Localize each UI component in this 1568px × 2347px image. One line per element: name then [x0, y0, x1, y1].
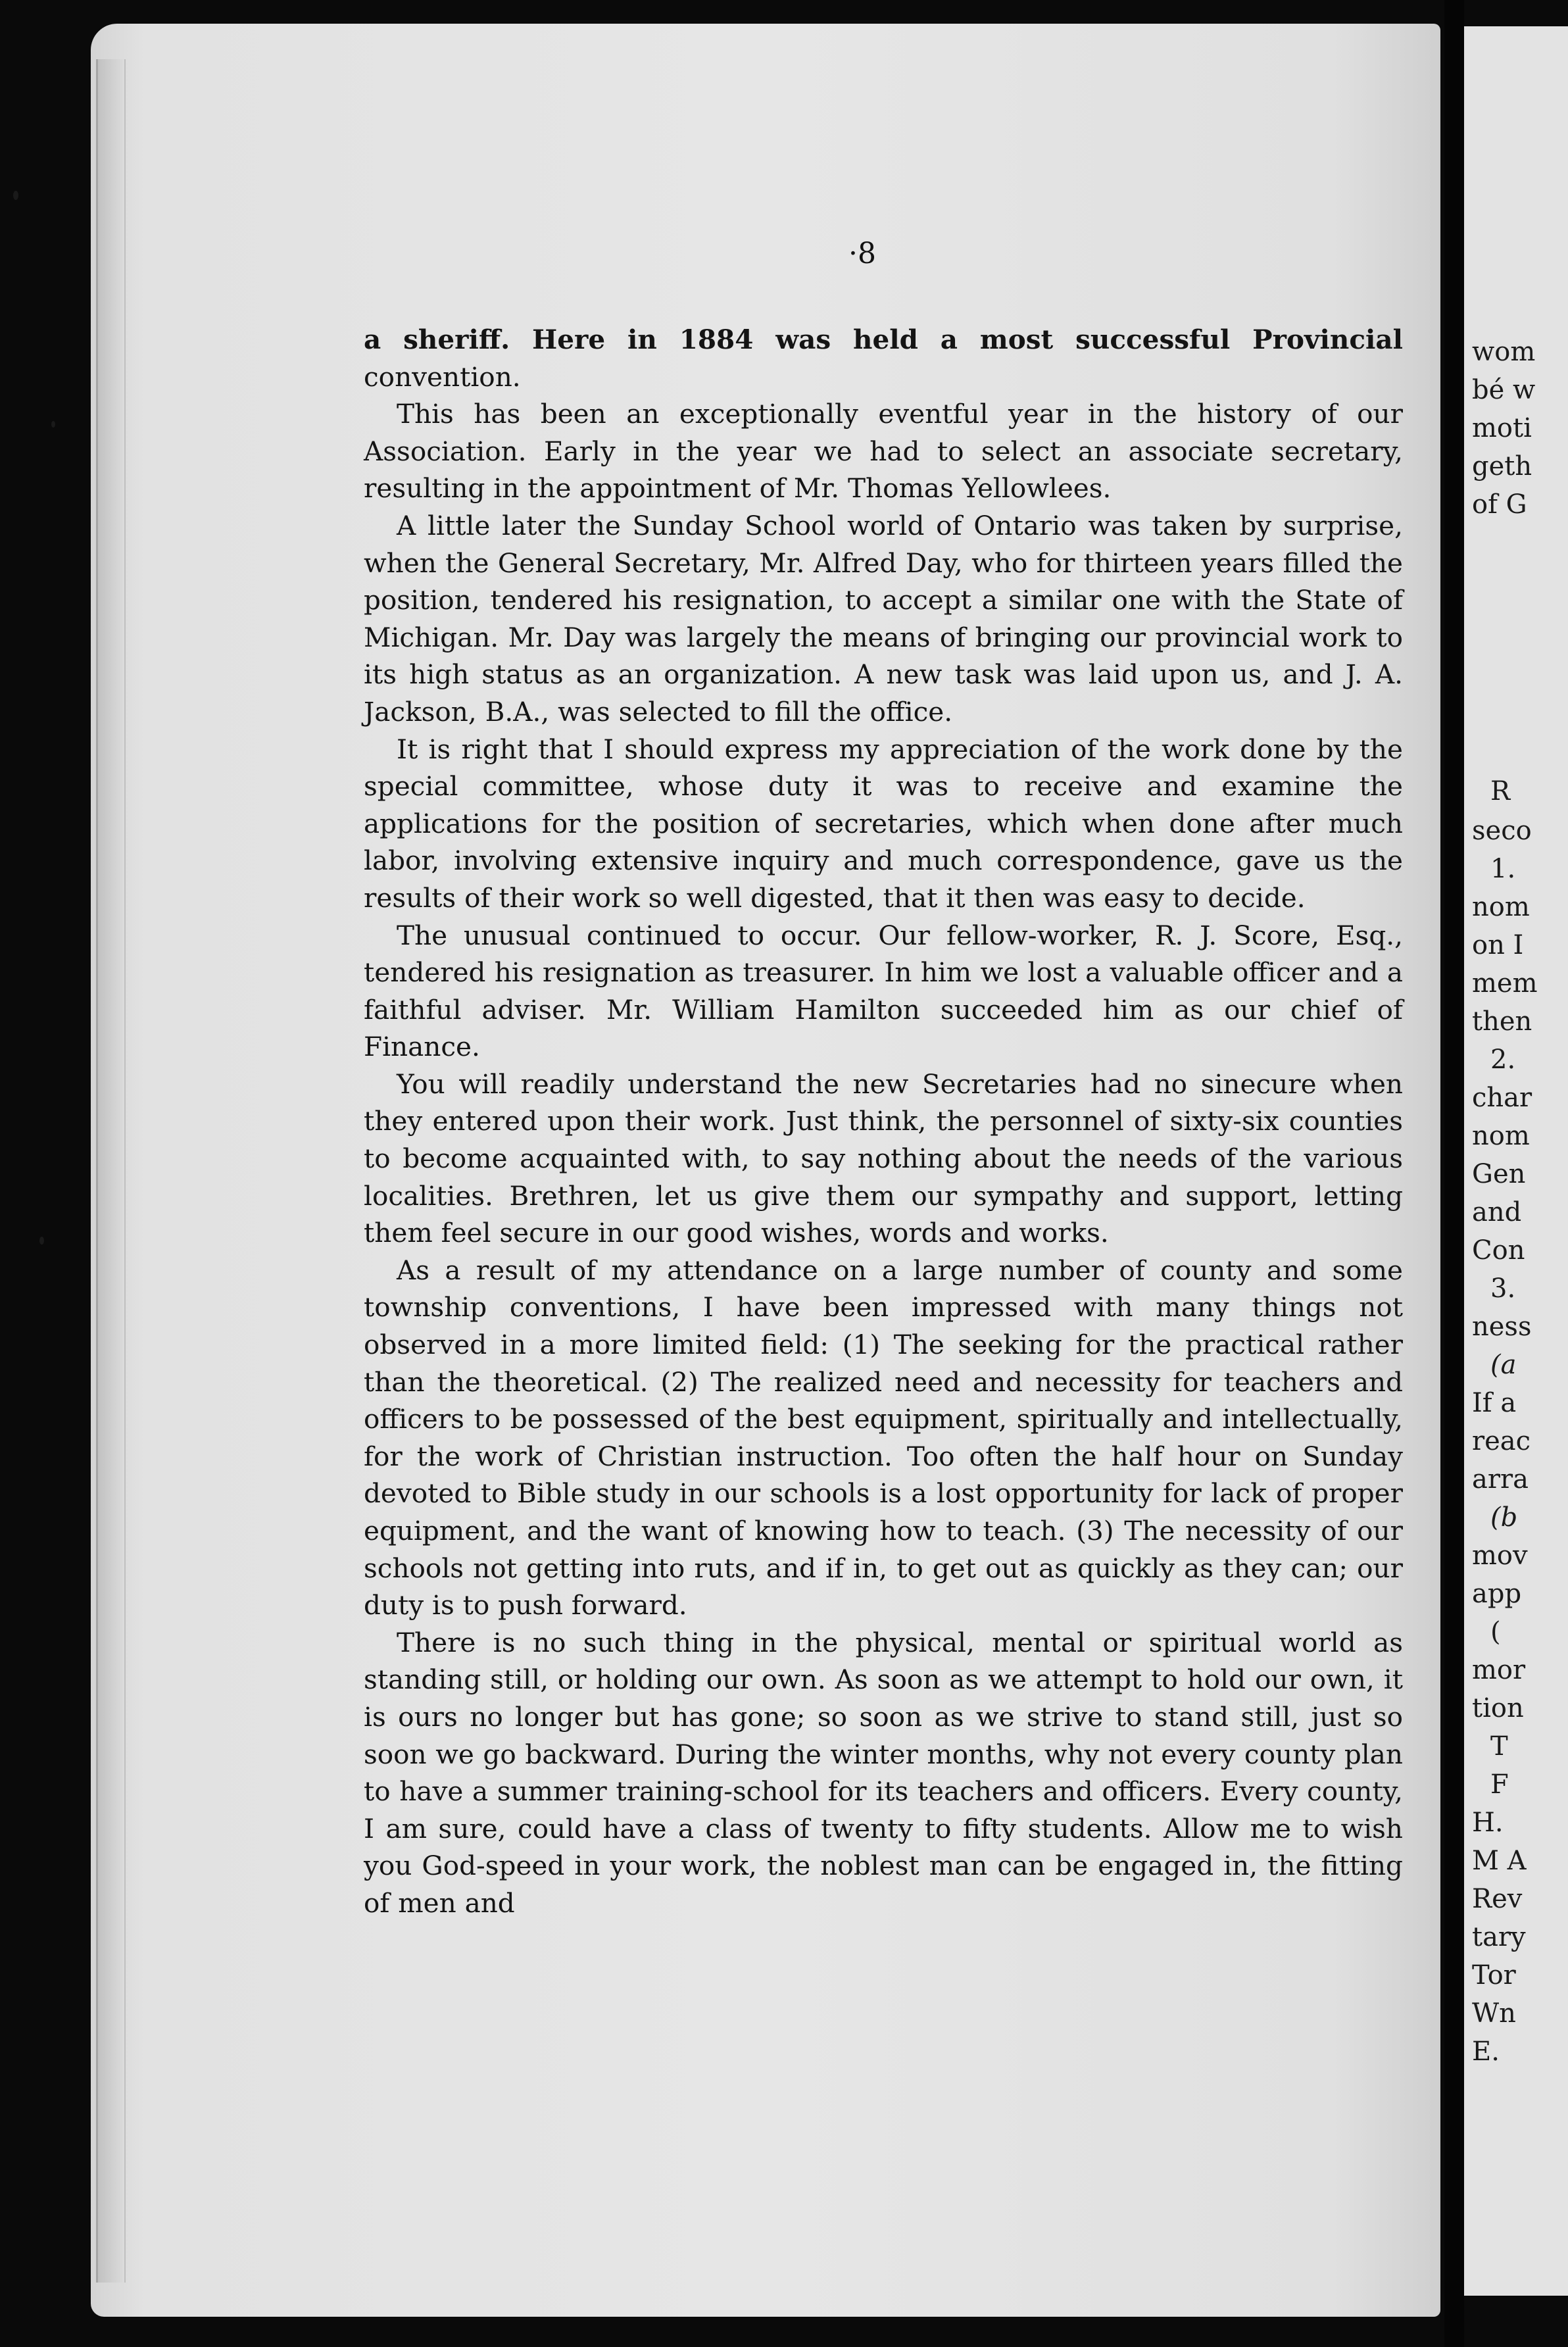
facing-page-fragment: on I — [1472, 930, 1524, 960]
paragraph: This has been an exceptionally eventful year in the history of our Association. Early in the year we had to select an associate secretary, resulting in the appointment of Mr. Thomas Yellowlees. — [364, 398, 1403, 505]
facing-page-fragment: app — [1472, 1579, 1522, 1609]
facing-page-fragment: tary — [1472, 1922, 1526, 1952]
facing-page-fragment: M A — [1472, 1846, 1527, 1876]
paragraph: As a result of my attendance on a large number of county and some township conventions, I have been impressed with many things not observed in a more limited field: (1) The seeking for the practical rather than the theoretical. (2) The realized need and necessity for teachers and officers to be possessed of the best equipment, spiritually and intellectually, for the work of Christian instruction. Too often the half hour on Sunday devoted to Bible study in our schools is a lost opportunity for lack of proper equipment, and the want of knowing how to teach. (3) The necessity of our schools not getting into ruts, and if in, to get out as quickly as they can; our duty is to push forward. — [364, 1254, 1403, 1621]
facing-page-fragment: wom — [1472, 337, 1536, 367]
facing-page-fragment: arra — [1472, 1464, 1529, 1495]
facing-page-fragment: tion — [1472, 1693, 1524, 1723]
facing-page-fragment: H. — [1472, 1808, 1504, 1838]
facing-page-fragment: (b — [1490, 1502, 1518, 1533]
paragraph: a sheriff. Here in 1884 was held a most successful Provincial convention. — [364, 324, 1403, 393]
scan-speck — [13, 191, 18, 200]
facing-page-fragment: nom — [1472, 1121, 1530, 1151]
page-stack-edge — [96, 59, 126, 2283]
facing-page-fragment: moti — [1472, 413, 1532, 443]
facing-page-fragment: 1. — [1490, 854, 1516, 884]
facing-page-fragment: F — [1490, 1769, 1509, 1800]
facing-page-fragment: geth — [1472, 451, 1532, 482]
facing-page-fragment: Wn — [1472, 1998, 1516, 2029]
paragraph: There is no such thing in the physical, mental or spiritual world as standing still, or holding our own. As soon as we attempt to hold our own, it is ours no longer but has gone; so soon as we strive to stand still, just so soon we go backward. During the winter months, why not every county plan to have a summer training-school for its teachers and officers. Every county, I am sure, could have a class of twenty to fifty students. Allow me to wish you God-speed in your work, the noblest man can be engaged in, the fitting of men and — [364, 1626, 1403, 1919]
facing-page-fragment: mor — [1472, 1655, 1526, 1685]
scan-speck — [39, 1237, 44, 1245]
paragraph: A little later the Sunday School world of Ontario was taken by surprise, when the General Secretary, Mr. Alfred Day, who for thirteen years filled the position, tendered his resignation, to accept a similar one with the State of Michigan. Mr. Day was largely the means of bringing our provincial work to its high status as an organization. A new task was laid upon us, and J. A. Jackson, B.A., was selected to fill the office. — [364, 509, 1403, 728]
facing-page-fragment: E. — [1472, 2037, 1500, 2067]
facing-page-fragment: ness — [1472, 1312, 1532, 1342]
paragraph: You will readily understand the new Secretaries had no sinecure when they entered upon their work. Just think, the personnel of sixty-six counties to become acquainted with, to say nothing about the needs of the various localities. Brethren, let us give them our sympathy and support, letting them feel secure in our good wishes, words and works. — [364, 1068, 1403, 1249]
facing-page-fragment: then — [1472, 1006, 1532, 1037]
facing-page-fragment: mem — [1472, 968, 1538, 999]
facing-page-fragment: Tor — [1472, 1960, 1516, 1990]
facing-page-fragment: nom — [1472, 892, 1530, 922]
facing-page-fragment: Con — [1472, 1235, 1525, 1266]
facing-page-fragment: T — [1490, 1731, 1508, 1762]
facing-page-fragment: (a — [1490, 1350, 1517, 1380]
page-number: ·8 — [848, 237, 876, 270]
facing-page — [1464, 26, 1568, 2296]
facing-page-fragment: bé w — [1472, 375, 1536, 405]
book-gutter — [1444, 0, 1464, 2347]
facing-page-fragment: seco — [1472, 816, 1532, 846]
paragraph: The unusual continued to occur. Our fellow-worker, R. J. Score, Esq., tendered his resignation as treasurer. In him we lost a valuable officer and a faithful adviser. Mr. William Hamilton succeeded him as our chief of Finance. — [364, 919, 1403, 1063]
facing-page-fragment: char — [1472, 1083, 1532, 1113]
facing-page-fragment: 2. — [1490, 1045, 1516, 1075]
facing-page-fragment: of G — [1472, 489, 1527, 520]
facing-page-fragment: reac — [1472, 1426, 1531, 1456]
facing-page-fragment: If a — [1472, 1388, 1517, 1418]
facing-page-fragment: 3. — [1490, 1273, 1516, 1304]
facing-page-fragment: ( — [1490, 1617, 1501, 1647]
page-body-text — [364, 321, 1403, 1922]
facing-page-fragment: Gen — [1472, 1159, 1526, 1189]
facing-page-fragment: R — [1490, 776, 1511, 806]
facing-page-fragment: Rev — [1472, 1884, 1523, 1914]
scan-speck — [51, 421, 55, 428]
facing-page-fragment: mov — [1472, 1541, 1528, 1571]
facing-page-fragment: and — [1472, 1197, 1522, 1227]
paragraph: It is right that I should express my appreciation of the work done by the special committee, whose duty it was to receive and examine the applications for the position of secretaries, which when done after much labor, involving extensive inquiry and much correspondence, gave us the results of their work so well digested, that it then was easy to decide. — [364, 733, 1403, 914]
